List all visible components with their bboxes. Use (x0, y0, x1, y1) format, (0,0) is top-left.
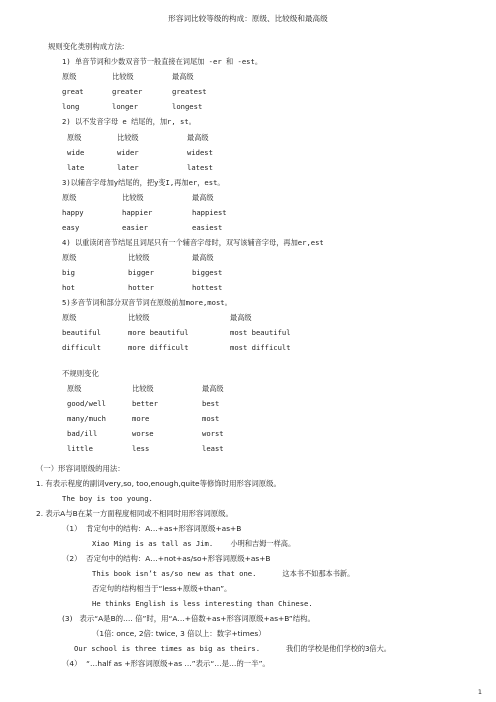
rule5-text: 5)多音节词和部分双音节词在原级前加more,most。 (62, 298, 232, 307)
point1: （1） 肯定句中的结构：A…+as+形容词原级+as+B (62, 524, 242, 533)
table-cell: good/well (67, 399, 106, 408)
table-header-cell: 原级 (67, 384, 82, 393)
page-number: 1 (477, 688, 482, 696)
point3: (3) 表示“A是B的…. 倍”时，用“A…+倍数+as+形容词原级+as+B”结构。 (62, 614, 315, 623)
table-cell: great (62, 87, 84, 96)
table-cell: longer (112, 102, 138, 111)
rule2-text: 2) 以不发音字母 e 结尾的，加r, st。 (62, 117, 196, 126)
table-cell: hotter (128, 283, 154, 292)
table-header-cell: 比较级 (122, 193, 144, 202)
table-cell: greater (112, 87, 143, 96)
table-header-cell: 最高级 (202, 384, 224, 393)
table-header-cell: 原级 (67, 133, 82, 142)
irregular-heading: 不规则变化 (62, 369, 99, 378)
s1-item1-example: The boy is too young. (62, 494, 153, 503)
intro-line: 规则变化类别构成方法: (48, 42, 125, 51)
table-cell: happy (62, 208, 84, 217)
table-cell: best (202, 399, 220, 408)
table-cell: bad/ill (67, 429, 98, 438)
table-header-cell: 比较级 (128, 253, 150, 262)
point3-example: Our school is three times as big as theirs. 我们的学校是他们学校的3倍大。 (74, 644, 391, 653)
table-header-cell: 最高级 (192, 253, 214, 262)
table-cell: bigger (128, 268, 154, 277)
table-cell: late (67, 163, 85, 172)
table-cell: more difficult (128, 343, 189, 352)
table-cell: easier (122, 223, 148, 232)
table-cell: most difficult (230, 343, 291, 352)
table-cell: easy (62, 223, 80, 232)
table-header-cell: 最高级 (230, 313, 252, 322)
page-title: 形容词比较等级的构成：原级、比较级和最高级 (168, 14, 328, 23)
table-header-cell: 最高级 (192, 193, 214, 202)
table-header-cell: 比较级 (128, 313, 150, 322)
table-cell: difficult (62, 343, 101, 352)
table-cell: easiest (192, 223, 223, 232)
s1-item2: 2. 表示A与B在某一方面程度相同或不相同时用形容词原级。 (36, 509, 233, 518)
table-header-cell: 比较级 (112, 72, 134, 81)
table-cell: biggest (192, 268, 223, 277)
rule3-text: 3)以辅音字母加y结尾的，把y变I,再加er，est。 (62, 178, 225, 187)
table-cell: happier (122, 208, 153, 217)
table-cell: many/much (67, 414, 106, 423)
table-header-cell: 最高级 (172, 72, 194, 81)
table-cell: hottest (192, 283, 223, 292)
table-header-cell: 比较级 (132, 384, 154, 393)
table-cell: little (67, 444, 93, 453)
table-header-cell: 最高级 (187, 133, 209, 142)
table-cell: more beautiful (128, 328, 189, 337)
point2-note: 否定句的结构相当于“less+原级+than”。 (92, 584, 232, 593)
table-cell: wider (117, 148, 139, 157)
rule1-text: 1) 单音节词和少数双音节一般直接在词尾加 -er 和 -est。 (62, 57, 263, 66)
table-cell: hot (62, 283, 75, 292)
table-cell: most (202, 414, 220, 423)
table-cell: more (132, 414, 150, 423)
table-header-cell: 原级 (62, 193, 77, 202)
section1-heading: （一）形容词原级的用法： (36, 464, 125, 473)
table-cell: better (132, 399, 158, 408)
table-cell: less (132, 444, 150, 453)
table-header-cell: 原级 (62, 72, 77, 81)
point2-example: This book isn’t as/so new as that one. 这本书不如那本书新。 (92, 569, 355, 578)
s1-item1: 1. 有表示程度的副词very,so, too,enough,quite等修饰时用形容词原级。 (36, 479, 281, 488)
table-cell: latest (187, 163, 213, 172)
point2: （2） 否定句中的结构：A…+not+as/so+形容词原级+as+B (62, 554, 271, 563)
table-header-cell: 原级 (62, 253, 77, 262)
table-cell: happiest (192, 208, 227, 217)
table-header-cell: 比较级 (117, 133, 139, 142)
table-cell: beautiful (62, 328, 101, 337)
table-cell: least (202, 444, 224, 453)
point1-example: Xiao Ming is as tall as Jim. 小明和吉姆一样高。 (92, 539, 296, 548)
table-cell: longest (172, 102, 203, 111)
table-cell: worst (202, 429, 224, 438)
table-header-cell: 原级 (62, 313, 77, 322)
table-cell: greatest (172, 87, 207, 96)
table-cell: long (62, 102, 80, 111)
point2-example2: He thinks English is less interesting than Chinese. (92, 599, 313, 608)
table-cell: big (62, 268, 75, 277)
point3-note: （1倍: once, 2倍: twice, 3 倍以上：数字+times） (92, 629, 266, 638)
table-cell: widest (187, 148, 213, 157)
point4: （4） “…half as +形容词原级+as …”表示“…是…的一半”。 (62, 659, 270, 668)
table-cell: wide (67, 148, 85, 157)
rule4-text: 4) 以重读闭音节结尾且词尾只有一个辅音字母时，双写该辅音字母，再加er,est (62, 238, 324, 247)
table-cell: later (117, 163, 139, 172)
table-cell: most beautiful (230, 328, 291, 337)
table-cell: worse (132, 429, 154, 438)
